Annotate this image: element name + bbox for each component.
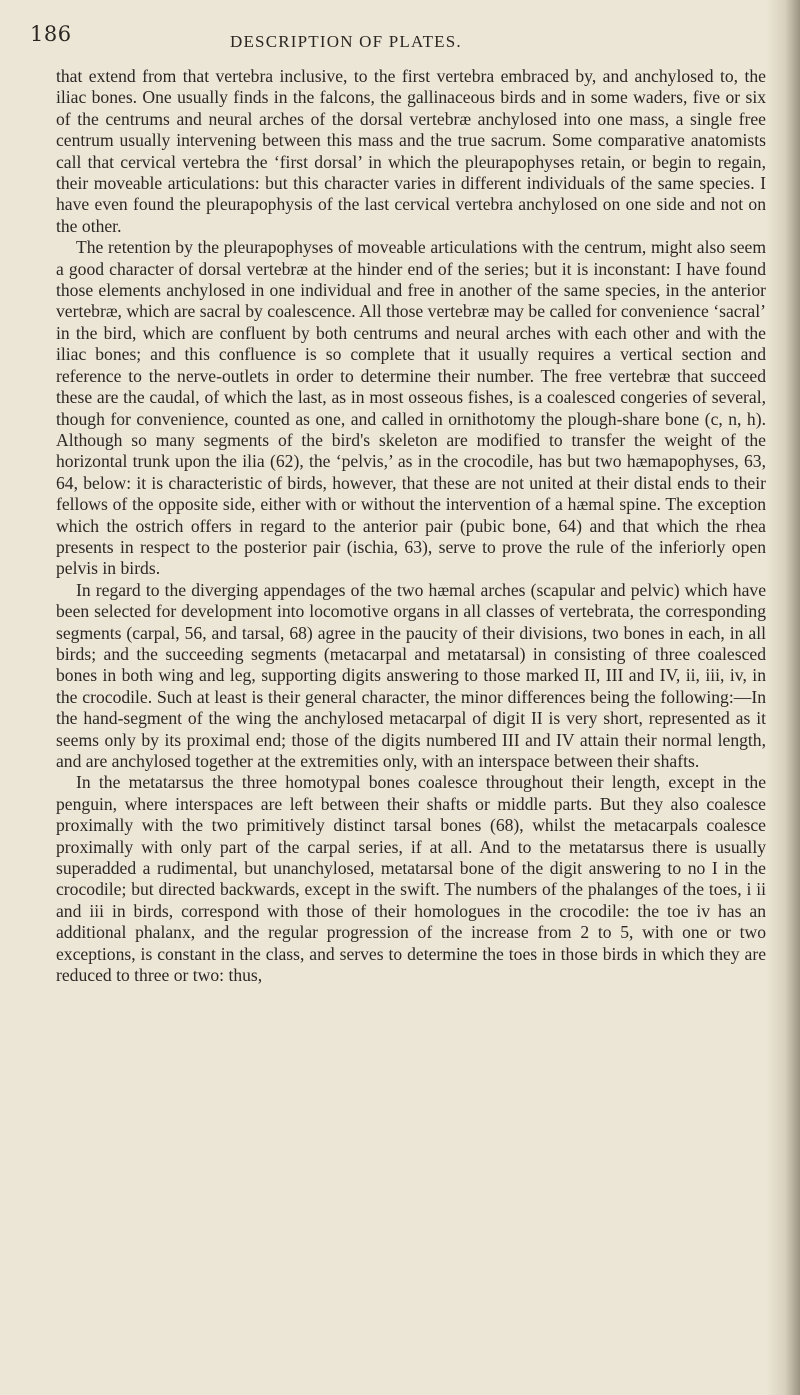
- body-text: [56, 66, 766, 986]
- page-header: [30, 22, 730, 62]
- paragraph: The retention by the pleurapophyses of moveable articulations with the centrum, might also seem a good character of dorsal vertebræ at the hinder end of the series; but it is inconstant: I have found those elements anchylosed in one individual and free in another of the same species, in the anterior vertebræ, which are sacral by coalescence. All those vertebræ may be called for convenience ‘sacral’ in the bird, which are confluent by both centrums and neural arches with each other and with the iliac bones; and this confluence is so complete that it usually requires a vertical section and reference to the nerve-outlets in order to determine their number. The free vertebræ that succeed these are the caudal, of which the last, as in most osseous fishes, is a coalesced congeries of several, though for convenience, counted as one, and called in ornithotomy the plough-share bone (c, n, h). Although so many segments of the bird's skeleton are modified to transfer the weight of the horizontal trunk upon the ilia (62), the ‘pelvis,’ as in the crocodile, has but two hæmapophyses, 63, 64, below: it is characteristic of birds, however, that these are not united at their distal ends to their fellows of the opposite side, either with or without the intervention of a hæmal spine. The exception which the ostrich offers in regard to the anterior pair (pubic bone, 64) and that which the rhea presents in respect to the posterior pair (ischia, 63), serve to prove the rule of the inferiorly open pelvis in birds.: [56, 237, 766, 579]
- paragraph: that extend from that vertebra inclusive, to the first vertebra embraced by, and anchylosed to, the iliac bones. One usually finds in the falcons, the gallinaceous birds and in some waders, five or six of the centrums and neural arches of the dorsal vertebræ anchylosed into one mass, a single free centrum usually intervening between this mass and the true sacrum. Some comparative anatomists call that cervical vertebra the ‘first dorsal’ in which the pleurapophyses retain, or begin to regain, their moveable articulations: but this character varies in different individuals of the same species. I have even found the pleurapophysis of the last cervical vertebra anchylosed on one side and not on the other.: [56, 66, 766, 236]
- page-edge-shadow: [766, 0, 800, 1395]
- running-head: DESCRIPTION OF PLATES.: [230, 32, 462, 51]
- paragraph: In the metatarsus the three homotypal bones coalesce throughout their length, except in the penguin, where interspaces are left between their shafts or middle parts. But they also coalesce proximally with the two primitively distinct tarsal bones (68), whilst the metacarpals coalesce proximally with only part of the carpal series, if at all. And to the metatarsus there is usually superadded a rudimental, but unanchylosed, metatarsal bone of the digit answering to no I in the crocodile; but directed backwards, except in the swift. The numbers of the phalanges of the toes, i ii and iii in birds, correspond with those of their homologues in the crocodile: the toe iv has an additional phalanx, and the regular progression of the increase from 2 to 5, with one or two exceptions, is constant in the class, and serves to determine the toes in those birds in which they are reduced to three or two: thus,: [56, 772, 766, 986]
- page-number: 186: [30, 22, 72, 46]
- paragraph: In regard to the diverging appendages of the two hæmal arches (scapular and pelvic) which have been selected for development into locomotive organs in all classes of vertebrata, the corresponding segments (carpal, 56, and tarsal, 68) agree in the paucity of their divisions, two bones in each, in all birds; and the succeeding segments (metacarpal and metatarsal) in consisting of three coalesced bones in both wing and leg, supporting digits answering to those marked II, III and IV, ii, iii, iv, in the crocodile. Such at least is their general character, the minor differences being the following:—In the hand-segment of the wing the anchylosed metacarpal of digit II is very short, represented as it seems only by its proximal end; those of the digits numbered III and IV attain their normal length, and are anchylosed together at the extremities only, with an interspace between their shafts.: [56, 579, 766, 771]
